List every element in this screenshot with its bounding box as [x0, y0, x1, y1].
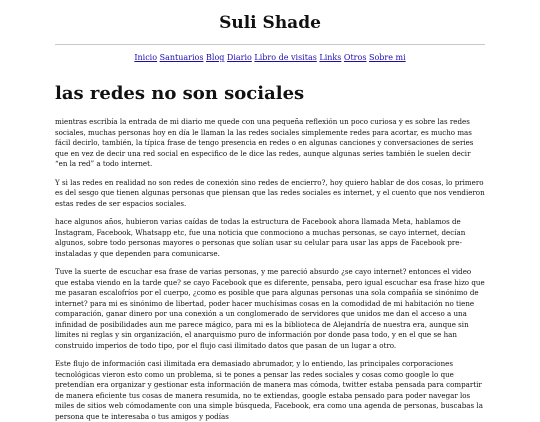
- nav-link-links[interactable]: Links: [319, 53, 342, 62]
- nav-link-libro-de-visitas[interactable]: Libro de visitas: [254, 53, 317, 62]
- main-nav: [0, 53, 540, 63]
- post-paragraph: Este flujo de información casi ilimitada era demasiado abrumador, y lo entiendo, las principales corporaciones tecnológicas vieron esto como un problema, si te pones a pensar las redes sociales y cosas como google lo que pretendían era organizar y gestionar esta información de manera mas cómoda, twitter estaba pensada para compartir de manera eficiente tus cosas de manera resumida, no te extiendas, google estaba pensado para poder navegar los miles de sitios web cómodamente con una simple búsqueda, Facebook, era como una agenda de personas, buscabas la persona que te interesaba o tus amigos y podías: [55, 359, 483, 421]
- nav-link-inicio[interactable]: Inicio: [134, 53, 158, 62]
- nav-link-otros[interactable]: Otros: [343, 53, 367, 62]
- post-paragraph: mientras escribía la entrada de mi diario me quede con una pequeña reflexión un poco curiosa y es sobre las redes sociales, muchas personas hoy en día le llaman la las redes sociales simplemente redes para acortar, es mucho mas fácil decirlo, también, la típica frase de tengo presencia en redes o en algunas canciones y conversaciones de series que en vez de decir una red social en especifico de le dice las redes, aunque algunas series también le suelen decir “en la red” a todo internet.: [55, 117, 474, 168]
- post-content: [55, 83, 485, 422]
- nav-link-santuarios[interactable]: Santuarios: [159, 53, 204, 62]
- post-paragraph: hace algunos años, hubieron varias caídas de todas la estructura de Facebook ahora llamada Meta, hablamos de Instagram, Facebook, Whatsapp etc, fue una noticia que conmociono a muchas personas, se cayo internet, decían algunos, sobre todo personas mayores o personas que solían usar su celular para usar las apps de Facebook pre-instaladas y que dependen para comunicarse.: [55, 217, 466, 258]
- nav-link-sobre-mi[interactable]: Sobre mi: [368, 53, 406, 62]
- post-paragraph: Y si las redes en realidad no son redes de conexión sino redes de encierro?, hoy quiero hablar de dos cosas, lo primero es del sesgo que tienen algunas personas que piensan que las redes sociales es internet, y el cuento que nos vendieron estas redes de ser espacios sociales.: [55, 177, 485, 208]
- post-title: las redes no son sociales: [55, 83, 305, 104]
- site-title: Suli Shade: [219, 13, 321, 33]
- header-divider: [55, 44, 485, 45]
- post-paragraph: Tuve la suerte de escuchar esa frase de varias personas, y me pareció absurdo ¿se cayo internet? entonces el video que estaba viendo en la tarde que? se cayo Facebook que es diferente, pensaba, pero igual escuchar esa frase hizo que me pasaran escalofríos por el cuerpo, ¿como es posible que para algunas personas una sola compañía se sinónimo de internet? para mi es sinónimo de libertad, poder hacer muchísimas cosas en la comodidad de mi habitación no tiene comparación, ganar dinero por una conexión a un conglomerado de servidores que unidos me dan el acceso a una infinidad de posibilidades aun me parece mágico, para mi es la biblioteca de Alejandría de nuestra era, aunque sin limites ni reglas y sin organización, el anarquismo puro de información por donde pasa todo, y en el que se han construido imperios de todo tipo, por el flujo casi ilimitado datos que pasan de un lugar a otro.: [55, 267, 485, 350]
- nav-link-blog[interactable]: Blog: [206, 53, 225, 62]
- nav-link-diario[interactable]: Diario: [226, 53, 252, 62]
